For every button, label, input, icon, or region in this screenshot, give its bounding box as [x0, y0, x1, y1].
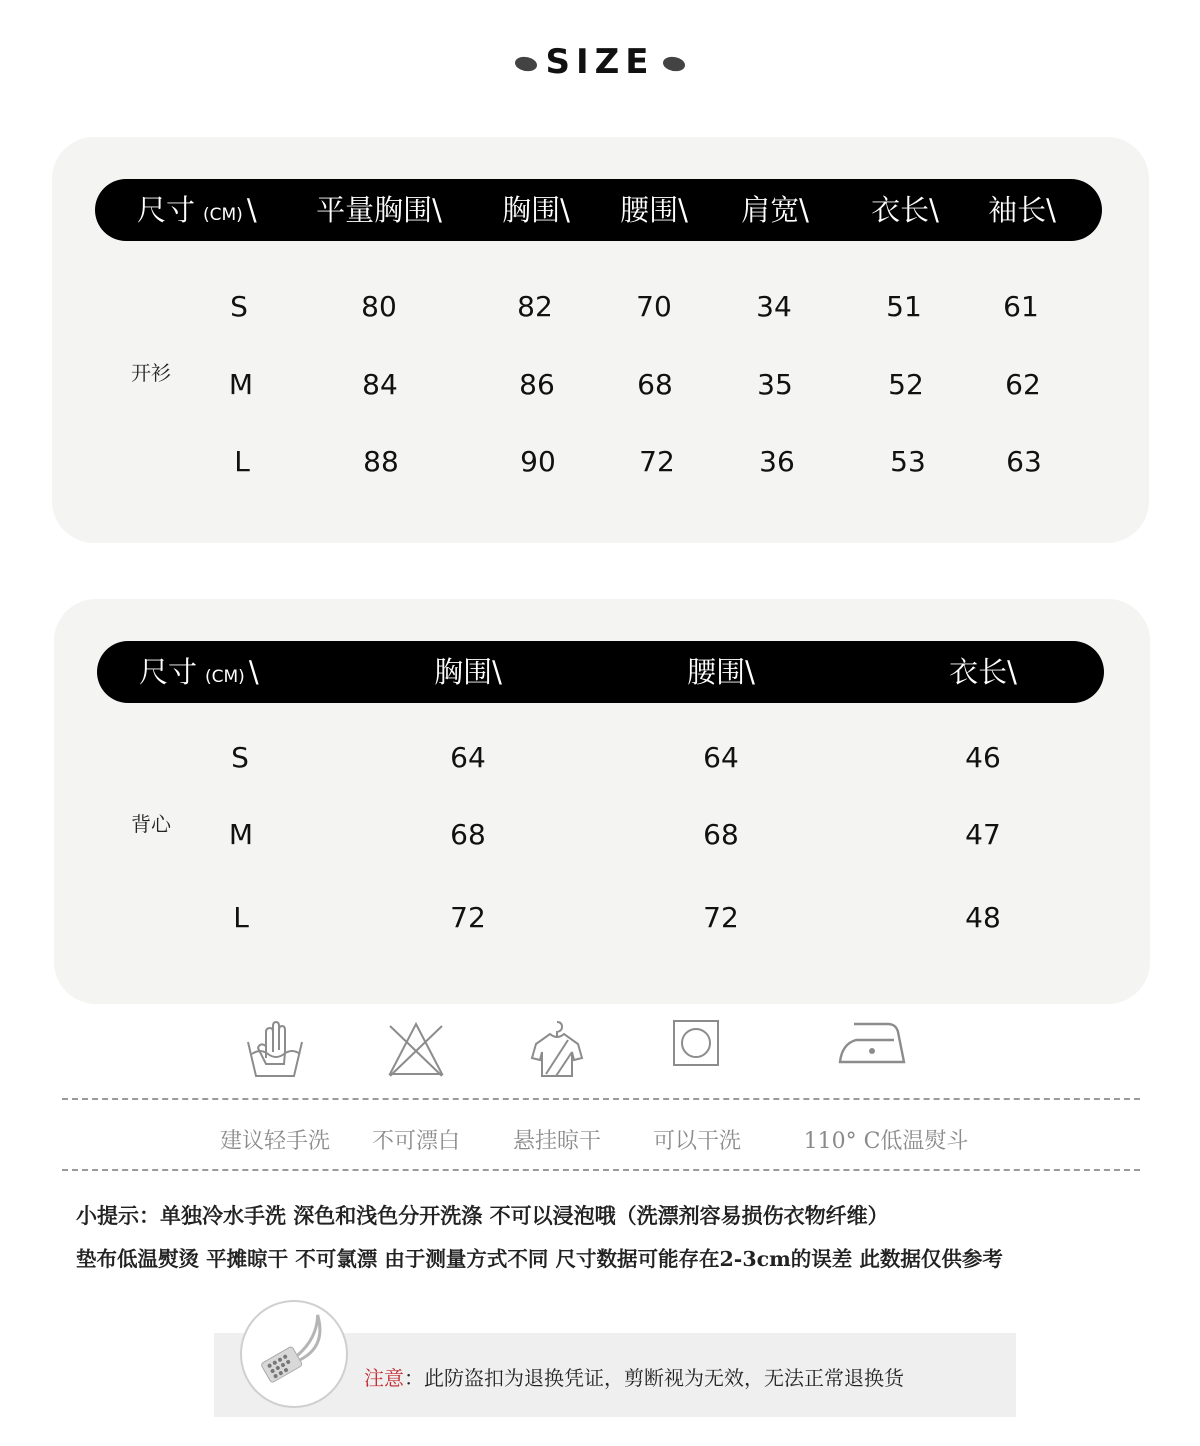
- brush-right-icon: [659, 53, 689, 73]
- value-cell: 47: [965, 818, 1001, 851]
- care-icons-row: [0, 1018, 1200, 1088]
- value-cell: 51: [886, 290, 922, 323]
- cardigan-header-bar: [95, 179, 1102, 241]
- page-title: [0, 42, 1200, 82]
- value-cell: 52: [888, 368, 924, 401]
- value-cell: 80: [361, 290, 397, 323]
- value-cell: 61: [1003, 290, 1039, 323]
- size-cell: L: [234, 445, 250, 478]
- tips-line-1: 小提示：单独冷水手洗 深色和浅色分开洗涤 不可以浸泡哦（洗漂剂容易损伤衣物纤维）: [76, 1203, 889, 1228]
- care-label-iron: 110° C低温熨斗: [803, 1129, 969, 1154]
- size-cell: L: [233, 901, 249, 934]
- value-cell: 68: [637, 368, 673, 401]
- divider-top: [62, 1098, 1140, 1100]
- value-cell: 62: [1005, 368, 1041, 401]
- value-cell: 86: [519, 368, 555, 401]
- size-cell: M: [228, 368, 254, 401]
- value-cell: 72: [703, 901, 739, 934]
- notice-label: 注意: [364, 1366, 404, 1390]
- vest-label: 背心: [131, 812, 171, 836]
- care-label-hang-dry: 悬挂晾干: [512, 1129, 602, 1154]
- value-cell: 48: [965, 901, 1001, 934]
- value-cell: 64: [450, 741, 486, 774]
- value-cell: 70: [636, 290, 672, 323]
- header-flat-chest: 平量胸围\: [316, 193, 442, 227]
- cardigan-label: 开衫: [131, 361, 171, 385]
- header-size: 尺寸 (CM) \: [137, 193, 257, 227]
- security-tag-icon: [242, 1302, 346, 1406]
- value-cell: 90: [520, 445, 556, 478]
- security-tag-image: [240, 1300, 348, 1408]
- header-length: 衣长\: [949, 655, 1017, 689]
- value-cell: 72: [450, 901, 486, 934]
- iron-low-icon: [836, 1018, 908, 1068]
- header-length: 衣长\: [871, 193, 939, 227]
- no-bleach-icon: [386, 1018, 446, 1080]
- notice-message: ：此防盗扣为退换凭证，剪断视为无效，无法正常退换货: [404, 1366, 904, 1390]
- title-text: SIZE: [545, 42, 655, 82]
- dry-clean-icon: [671, 1018, 721, 1068]
- care-label-dry-clean: 可以干洗: [652, 1129, 742, 1154]
- tips-line-2: 垫布低温熨烫 平摊晾干 不可氯漂 由于测量方式不同 尺寸数据可能存在2-3cm的误差 此数据仅供参考: [76, 1247, 1003, 1271]
- brush-left-icon: [512, 53, 542, 73]
- value-cell: 53: [890, 445, 926, 478]
- value-cell: 36: [759, 445, 795, 478]
- header-chest: 胸围\: [434, 655, 502, 689]
- header-sleeve: 袖长\: [988, 193, 1056, 227]
- header-shoulder: 肩宽\: [741, 193, 809, 227]
- value-cell: 34: [756, 290, 792, 323]
- care-label-no-bleach: 不可漂白: [371, 1129, 461, 1154]
- vest-header-bar: [97, 641, 1104, 703]
- header-waist: 腰围\: [620, 193, 688, 227]
- value-cell: 35: [757, 368, 793, 401]
- size-cell: M: [228, 818, 254, 851]
- value-cell: 84: [362, 368, 398, 401]
- care-label-hand-wash: 建议轻手洗: [219, 1129, 331, 1154]
- value-cell: 68: [703, 818, 739, 851]
- value-cell: 64: [703, 741, 739, 774]
- size-cell: S: [231, 741, 249, 774]
- hand-wash-icon: [244, 1018, 306, 1080]
- value-cell: 88: [363, 445, 399, 478]
- header-chest: 胸围\: [502, 193, 570, 227]
- value-cell: 63: [1006, 445, 1042, 478]
- value-cell: 68: [450, 818, 486, 851]
- divider-bottom: [62, 1169, 1140, 1171]
- header-waist: 腰围\: [687, 655, 755, 689]
- header-size: 尺寸 (CM) \: [139, 655, 259, 689]
- hang-dry-icon: [526, 1018, 588, 1080]
- size-cell: S: [230, 290, 248, 323]
- value-cell: 46: [965, 741, 1001, 774]
- notice-text: [364, 1362, 904, 1391]
- value-cell: 82: [517, 290, 553, 323]
- value-cell: 72: [639, 445, 675, 478]
